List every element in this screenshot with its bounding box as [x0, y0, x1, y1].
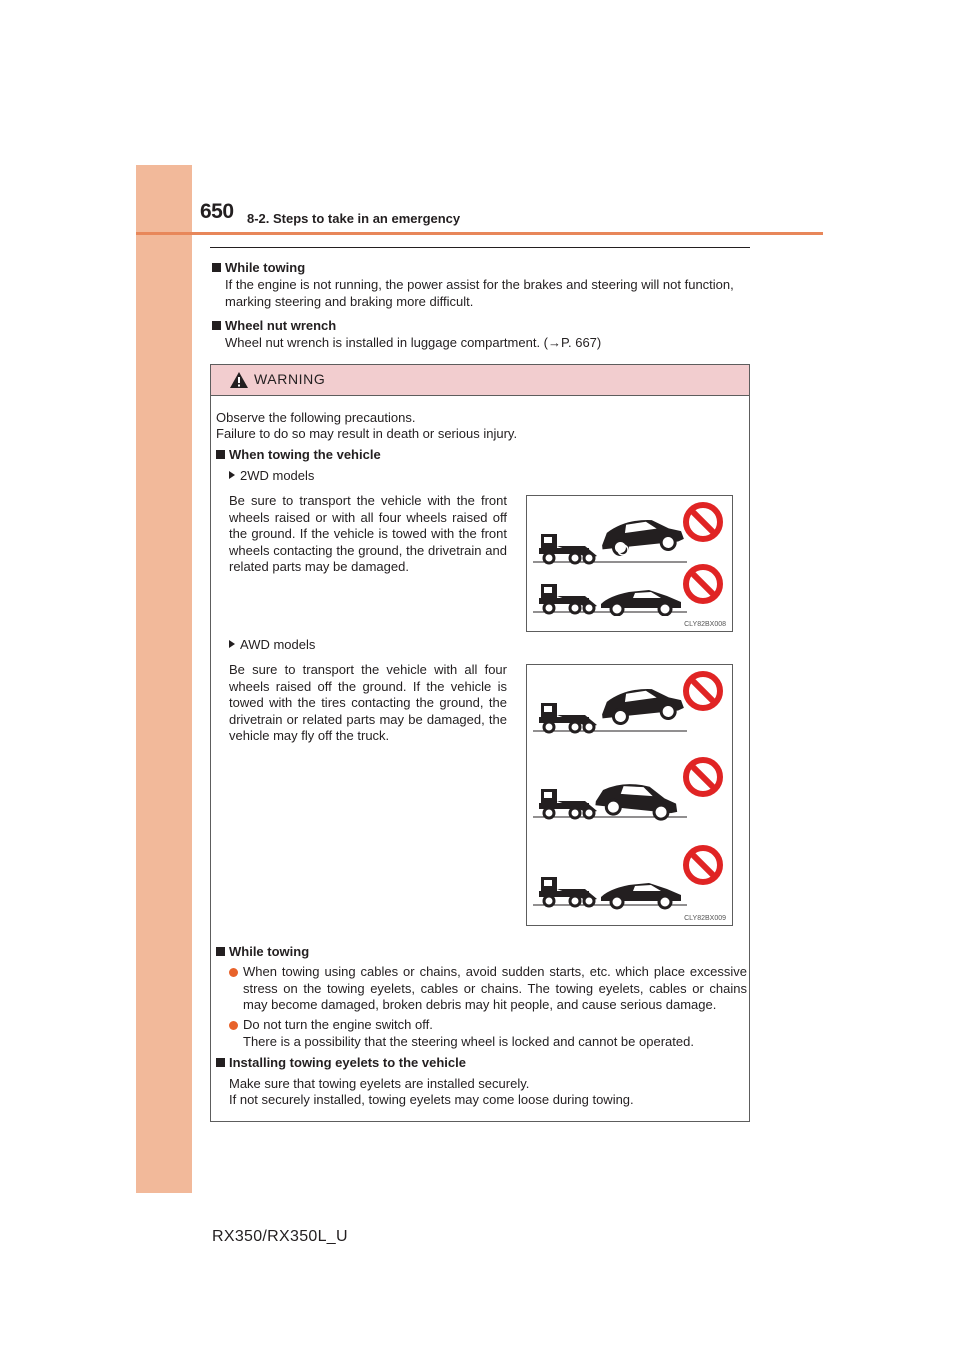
while-towing-heading [216, 943, 309, 960]
section-title: 8-2. Steps to take in an emergency [247, 211, 461, 226]
truck-icon [539, 789, 597, 818]
warning-triangle-icon [229, 371, 249, 389]
bullet-text: Do not turn the engine switch off. [243, 1017, 433, 1032]
triangle-bullet-icon [229, 471, 235, 479]
eyelets-text-1: Make sure that towing eyelets are installed securely. [229, 1076, 530, 1091]
triangle-bullet-icon [229, 640, 235, 648]
eyelets-title: Installing towing eyelets to the vehicle [229, 1055, 466, 1070]
truck-icon [539, 877, 597, 906]
figure-code: CLY82BX009 [684, 915, 726, 922]
prohibited-icon [686, 567, 720, 601]
truck-icon [539, 534, 597, 563]
square-bullet-icon [216, 1058, 225, 1067]
note-body: Wheel nut wrench is installed in luggage compartment. (→P. 667) [225, 335, 602, 350]
car-flat-icon [601, 883, 681, 908]
header-rule [136, 232, 823, 235]
round-bullet-icon [229, 1021, 238, 1030]
round-bullet-icon [229, 968, 238, 977]
awd-label: AWD models [240, 637, 316, 652]
car-front-raised-icon [600, 685, 685, 725]
note-body: If the engine is not running, the power assist for the brakes and steering will not function, marking steering and braking more difficult. [225, 277, 734, 309]
figure-2wd-towing [526, 495, 733, 632]
warning-header [211, 365, 749, 396]
prohibited-icon [686, 760, 720, 794]
footer-model: RX350/RX350L_U [212, 1228, 348, 1245]
square-bullet-icon [216, 450, 225, 459]
square-bullet-icon [212, 263, 221, 272]
note-title: While towing [225, 260, 306, 275]
twowd-label-row [229, 467, 314, 484]
awd-text: Be sure to transport the vehicle with all four wheels raised off the ground. If the vehicle is towed with the tires contacting the ground, the drivetrain or related parts may be damaged, the vehicle may fly off the truck. [229, 662, 507, 743]
while-towing-title: While towing [229, 944, 310, 959]
car-rear-raised-icon [595, 780, 680, 820]
note-wheel-nut-wrench [212, 317, 752, 351]
page-number: 650 [200, 200, 234, 223]
bullet-text: When towing using cables or chains, avoid sudden starts, etc. which place excessive stress on the towing eyelets, cables or chains. The towing eyelets, cables or chains may become damaged, broken debris may hit people, and cause serious damage. [243, 964, 747, 1012]
car-flat-icon [601, 590, 681, 615]
truck-icon [539, 584, 597, 613]
page-side-tab [136, 165, 192, 1193]
bullet-item [229, 1017, 747, 1050]
warning-intro-1: Observe the following precautions. [216, 410, 416, 425]
prohibited-icon [686, 505, 720, 539]
awd-label-row [229, 636, 315, 653]
warning-box [210, 364, 750, 1122]
truck-icon [539, 703, 597, 732]
bullet-item [229, 964, 747, 1014]
square-bullet-icon [216, 947, 225, 956]
note-while-towing [212, 259, 752, 310]
figure-awd-towing [526, 664, 733, 926]
eyelets-text-2: If not securely installed, towing eyelets may come loose during towing. [229, 1092, 634, 1107]
divider [210, 247, 750, 248]
square-bullet-icon [212, 321, 221, 330]
eyelets-heading [216, 1054, 466, 1071]
bullet-text: There is a possibility that the steering wheel is locked and cannot be operated. [243, 1033, 694, 1049]
note-title: Wheel nut wrench [225, 318, 337, 333]
warning-title: WARNING [254, 371, 326, 387]
towing-vehicle-title: When towing the vehicle [229, 447, 381, 462]
twowd-label: 2WD models [240, 468, 315, 483]
towing-vehicle-heading [216, 446, 381, 463]
car-front-raised-icon [600, 516, 685, 556]
prohibited-icon [686, 674, 720, 708]
figure-code: CLY82BX008 [684, 621, 726, 628]
twowd-text: Be sure to transport the vehicle with the front wheels raised or with all four wheels raised off the ground. If the vehicle is towed with the front wheels contacting the ground, the drivetrain and related parts may be damaged. [229, 493, 507, 574]
warning-intro-2: Failure to do so may result in death or serious injury. [216, 426, 518, 441]
prohibited-icon [686, 848, 720, 882]
